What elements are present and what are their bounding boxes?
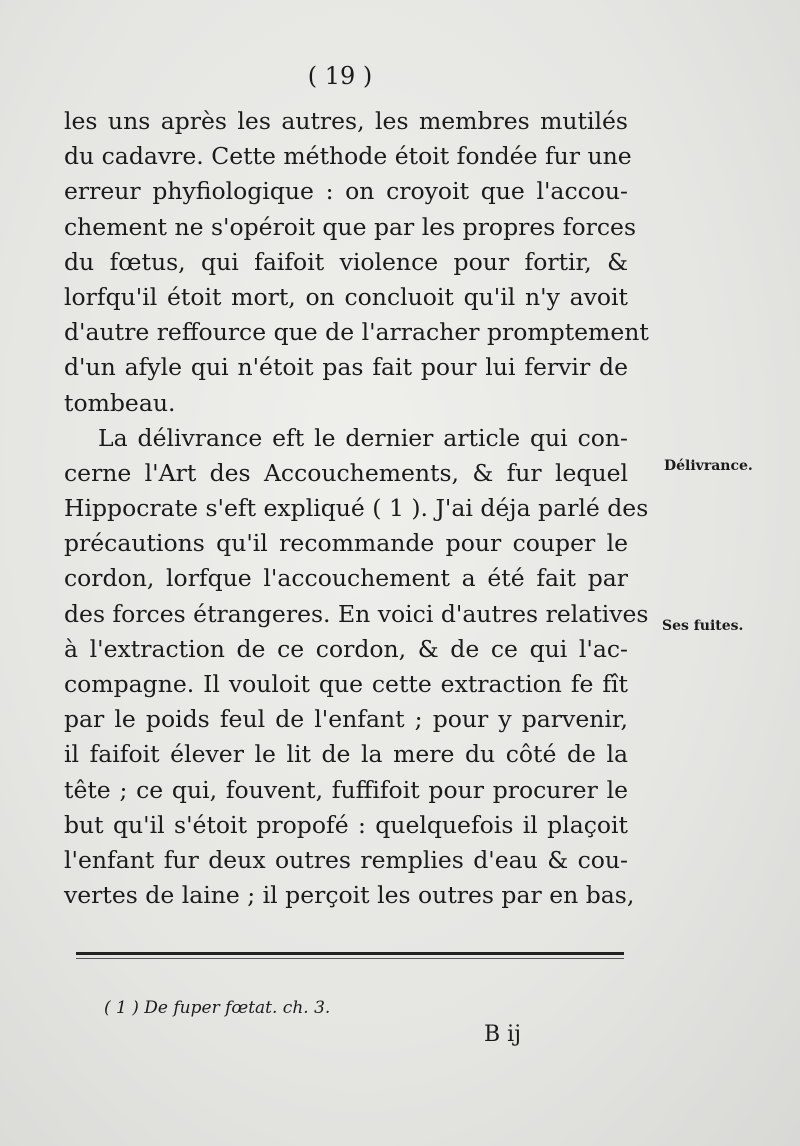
text-line: d'un afyle qui n'étoit pas fait pour lui fervir de [64,353,628,382]
text-line: précautions qu'il recommande pour couper le [64,529,628,558]
text-line: tête ; ce qui, fouvent, fuffifoit pour procurer le [64,775,628,804]
text-line: du fœtus, qui faifoit violence pour fortir, & [64,247,628,276]
text-line: les uns après les autres, les membres mutilés [64,107,628,135]
text-line: but qu'il s'étoit propofé : quelquefois il plaçoit [64,810,628,839]
margin-note-delivrance: Délivrance. [664,458,753,474]
text-line: d'autre reffource que de l'arracher promptement [64,318,649,347]
footnote-rule [76,952,624,959]
text-line: erreur phyfiologique : on croyoit que l'accou- [64,177,628,206]
text-line: cordon, lorfque l'accouchement a été fait par [64,564,628,593]
signature-mark: B ij [484,1022,522,1047]
footnote: ( 1 ) De fuper fœtat. ch. 3. [104,998,331,1018]
text-line: des forces étrangeres. En voici d'autres relatives [64,599,649,628]
text-line: La délivrance eft le dernier article qui con- [98,423,628,452]
text-line: à l'extraction de ce cordon, & de ce qui l'ac- [64,634,628,663]
text-line: lorfqu'il étoit mort, on concluoit qu'il n'y avoit [64,282,628,311]
text-line: chement ne s'opéroit que par les propres forces [64,212,636,241]
text-line: tombeau. [64,388,176,417]
text-line: il faifoit élever le lit de la mere du côté de la [64,740,628,769]
text-line: du cadavre. Cette méthode étoit fondée fur une [64,142,632,171]
body-text [64,104,649,913]
text-line: l'enfant fur deux outres remplies d'eau & cou- [64,845,628,874]
text-line: compagne. Il vouloit que cette extraction fe fît [64,670,628,698]
text-line: cerne l'Art des Accouchements, & fur lequel [64,458,628,487]
text-line: vertes de laine ; il perçoit les outres par en bas, [64,881,635,910]
margin-note-ses-suites: Ses fuites. [662,618,744,634]
text-line: par le poids feul de l'enfant ; pour y parvenir, [64,705,628,734]
page-number: ( 19 ) [307,62,373,90]
text-line: Hippocrate s'eft expliqué ( 1 ). J'ai déja parlé des [64,494,649,523]
